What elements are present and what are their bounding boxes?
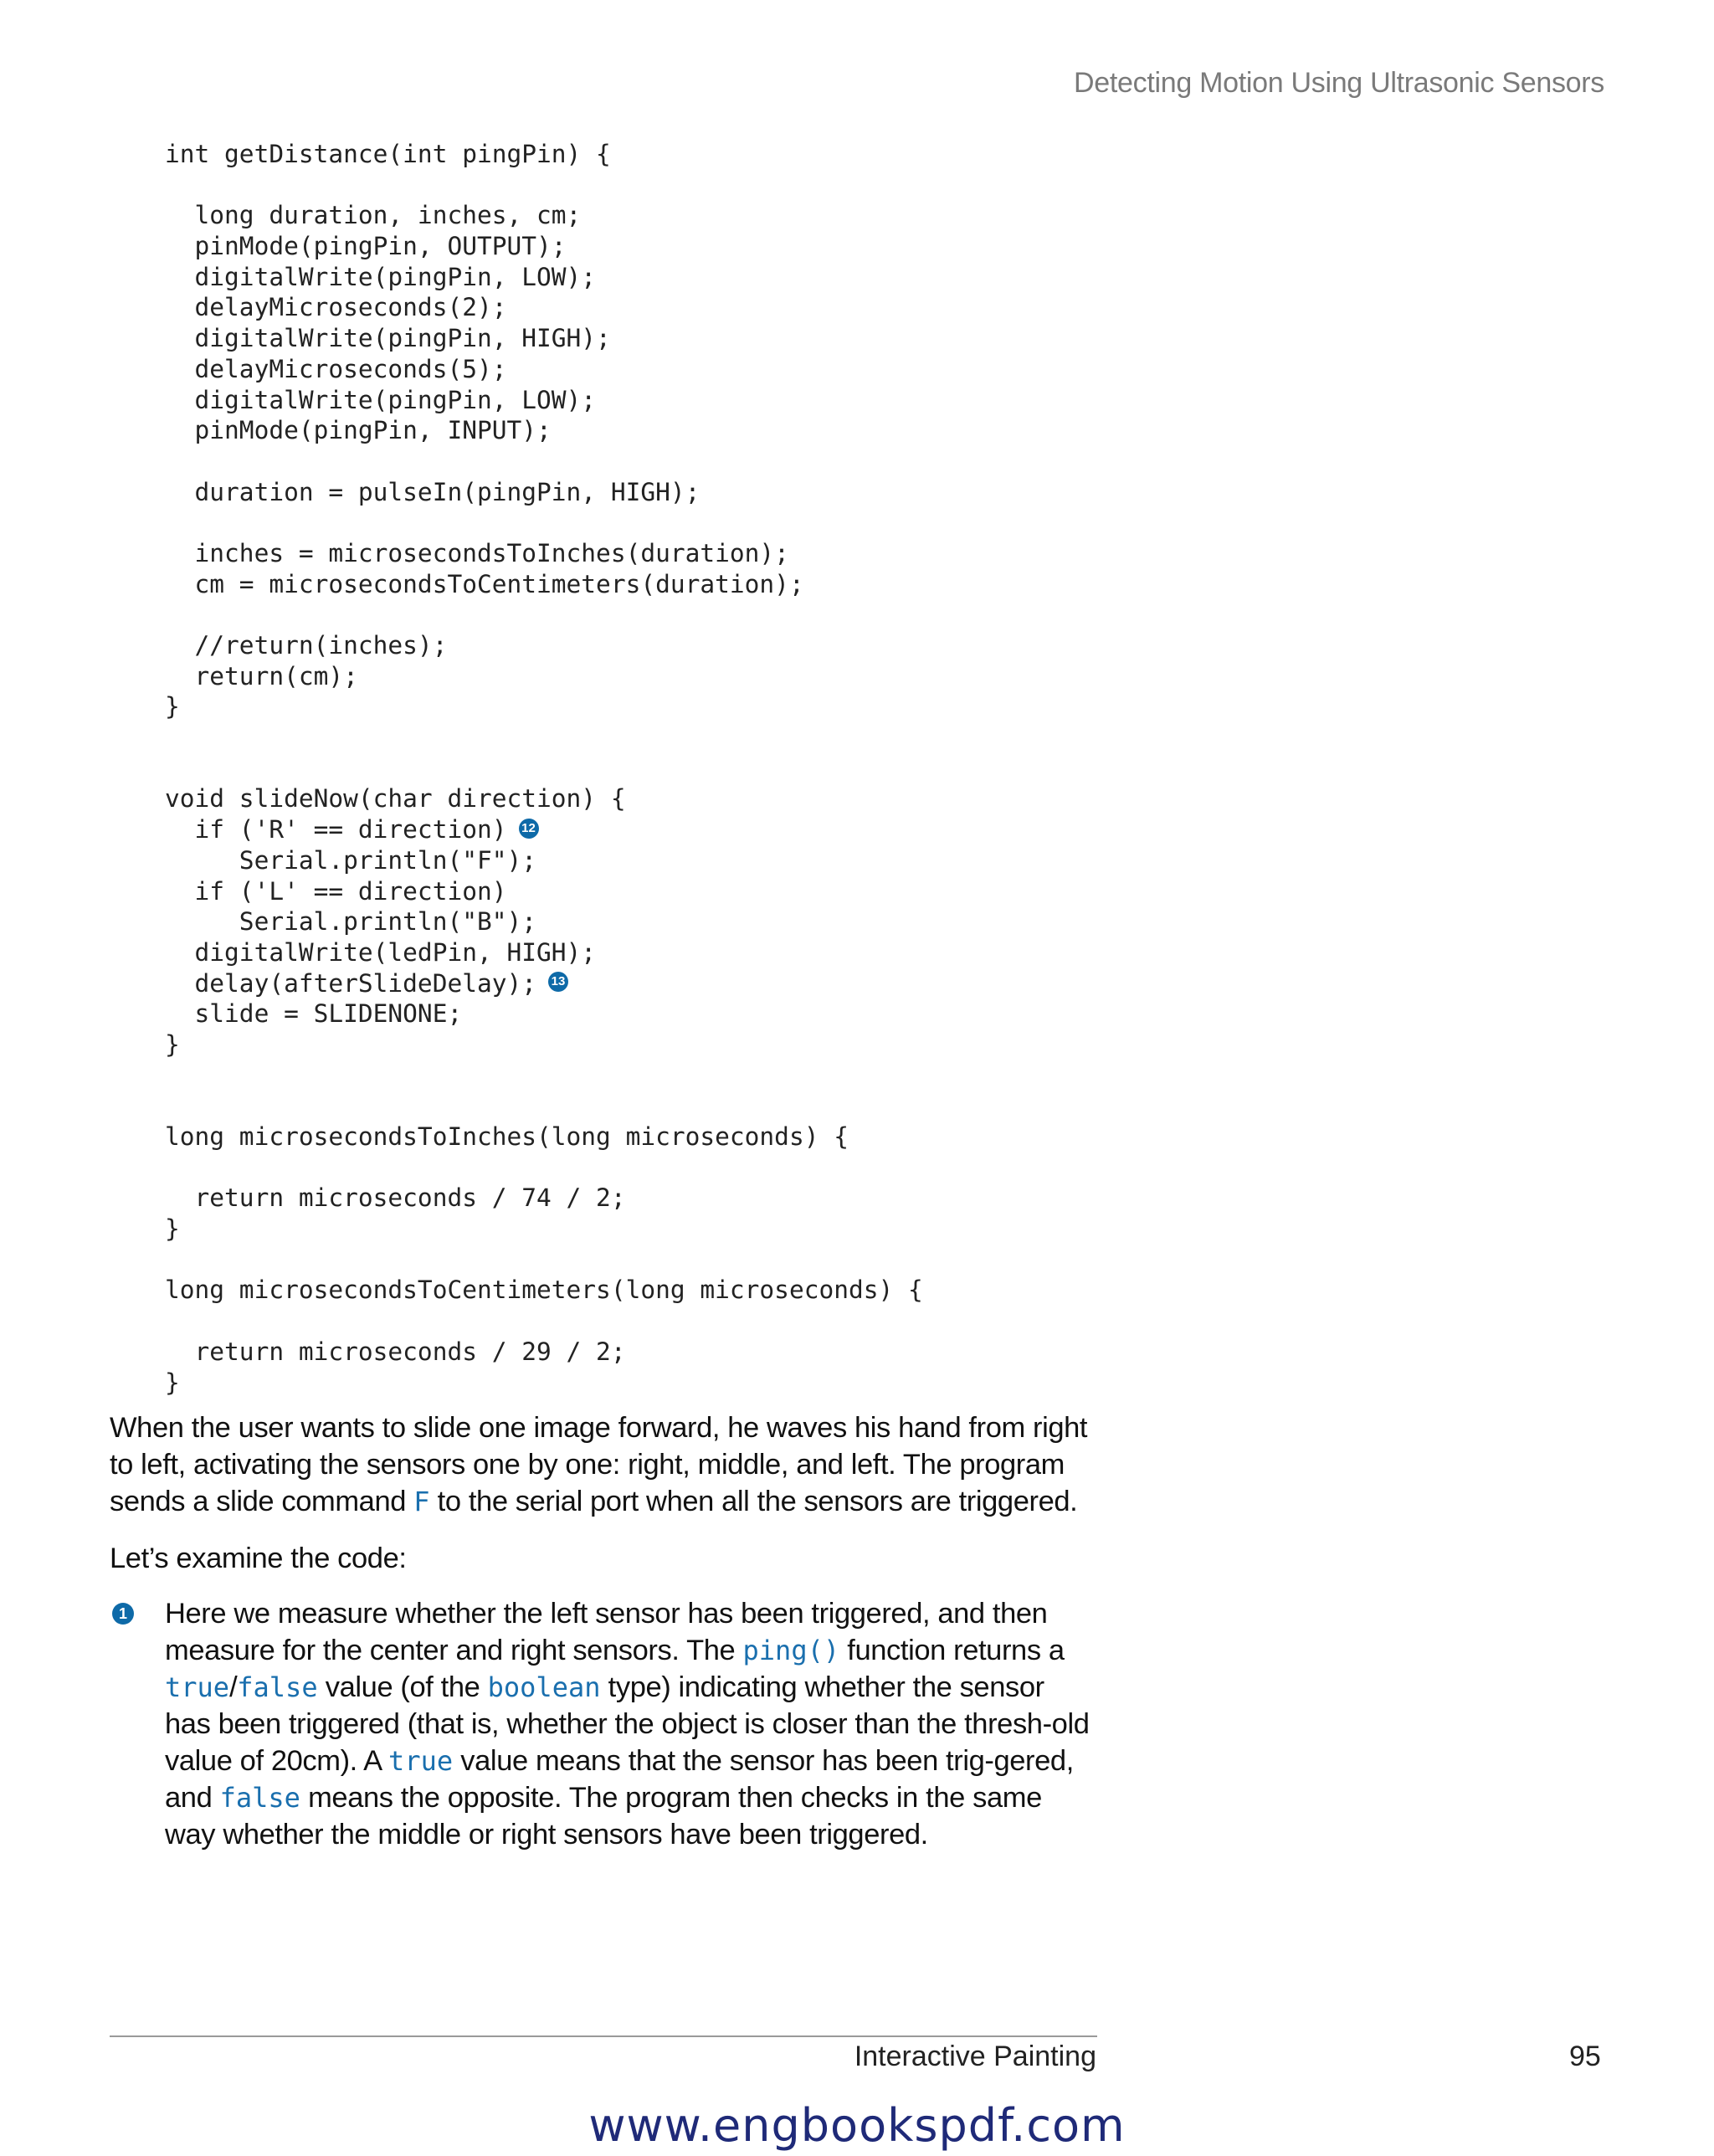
code-line-text: long microsecondsToInches(long microseconds) { — [165, 1122, 849, 1151]
code-line-text: pinMode(pingPin, OUTPUT); — [165, 232, 567, 261]
code-line-text: delayMicroseconds(5); — [165, 354, 507, 383]
code-line-text: } — [165, 692, 180, 721]
inline-code: true — [165, 1671, 230, 1703]
code-line — [165, 722, 923, 753]
inline-code: false — [219, 1782, 300, 1814]
code-line — [165, 1337, 923, 1368]
code-line — [165, 814, 923, 845]
explanation-text-part: value means that the sensor has been trig-gered, and — [165, 1745, 1074, 1814]
code-line — [165, 323, 923, 354]
code-line — [165, 385, 923, 416]
explanation-text — [165, 1595, 1097, 1853]
code-line — [165, 845, 923, 876]
code-line — [165, 1245, 923, 1276]
code-line-text: void slideNow(char direction) { — [165, 784, 626, 814]
code-line — [165, 998, 923, 1029]
code-line-text: long duration, inches, cm; — [165, 201, 582, 230]
code-line — [165, 937, 923, 968]
code-line-text: pinMode(pingPin, INPUT); — [165, 416, 552, 445]
code-line — [165, 876, 923, 907]
explanation-text-part: value (of the — [317, 1671, 488, 1703]
code-line-text: return microseconds / 29 / 2; — [165, 1337, 626, 1366]
explanation-text-part: Here we measure whether the left sensor has been triggered, and then measure for the center and right sensors. The — [165, 1598, 1048, 1666]
code-line — [165, 661, 923, 692]
paragraph-examine-code: Let’s examine the code: — [110, 1543, 407, 1574]
code-line-text — [165, 1061, 180, 1090]
code-line-text — [165, 171, 180, 199]
code-line — [165, 906, 923, 937]
code-line-text — [165, 1091, 180, 1120]
code-line — [165, 200, 923, 231]
code-line — [165, 415, 923, 446]
code-callout-icon: 13 — [548, 972, 568, 992]
code-line — [165, 231, 923, 262]
code-line-text — [165, 1306, 180, 1335]
code-line — [165, 1275, 923, 1306]
code-line — [165, 630, 923, 661]
code-line-text — [165, 754, 180, 783]
inline-code: ping() — [742, 1635, 840, 1666]
explanation-text-part: type) indicating whether the sensor has been triggered (that is, whether the object is closer than the thresh-old value of 20cm). A — [165, 1671, 1090, 1777]
code-line-text — [165, 723, 180, 752]
code-line — [165, 1152, 923, 1183]
code-line — [165, 691, 923, 722]
code-listing — [165, 139, 923, 1398]
code-line — [165, 262, 923, 293]
code-line — [165, 1306, 923, 1337]
code-line-text: cm = microsecondsToCentimeters(duration); — [165, 569, 804, 598]
code-line-text — [165, 600, 180, 629]
footer-divider — [110, 2035, 1097, 2037]
inline-code: true — [388, 1745, 454, 1777]
code-line — [165, 753, 923, 784]
paragraph-text: to the serial port when all the sensors are triggered. — [429, 1486, 1078, 1517]
code-line — [165, 569, 923, 600]
code-line — [165, 968, 923, 999]
code-line — [165, 1183, 923, 1214]
inline-code: F — [413, 1486, 430, 1517]
explanation-text-part: means the opposite. The program then checks in the same way whether the middle or right sensors have been triggered. — [165, 1782, 1042, 1851]
code-line-text: long microsecondsToCentimeters(long microseconds) { — [165, 1276, 923, 1305]
code-line-text: digitalWrite(ledPin, HIGH); — [165, 937, 597, 967]
code-line-text: Serial.println("B"); — [165, 907, 537, 937]
explanation-text-part: / — [229, 1671, 238, 1703]
code-line — [165, 292, 923, 323]
code-line — [165, 507, 923, 538]
code-line-text: digitalWrite(pingPin, LOW); — [165, 262, 597, 291]
code-line — [165, 1060, 923, 1091]
code-line-text: inches = microsecondsToInches(duration); — [165, 538, 789, 567]
code-line — [165, 783, 923, 814]
code-line-text: Serial.println("F"); — [165, 845, 537, 875]
code-line-text: digitalWrite(pingPin, LOW); — [165, 385, 597, 414]
code-line-text: } — [165, 1029, 180, 1059]
page-number: 95 — [1569, 2041, 1601, 2072]
code-line-text: //return(inches); — [165, 631, 448, 660]
code-line-text: delay(afterSlideDelay); — [165, 968, 537, 998]
code-line — [165, 1214, 923, 1245]
watermark-url[interactable]: www.engbookspdf.com — [588, 2099, 1126, 2152]
code-line-text: duration = pulseIn(pingPin, HIGH); — [165, 477, 700, 506]
code-line-text: digitalWrite(pingPin, HIGH); — [165, 324, 611, 353]
code-line — [165, 354, 923, 385]
running-head: Detecting Motion Using Ultrasonic Sensors — [1074, 67, 1604, 99]
code-line — [165, 170, 923, 201]
code-line-text — [165, 508, 180, 536]
paragraph-text: When the user wants to slide one image forward, he waves his hand from right to left, activating the sensors one by one: right, middle, and left. The program sends a slide command — [110, 1412, 1088, 1517]
code-line-text: } — [165, 1368, 180, 1397]
code-line-text: return(cm); — [165, 661, 358, 690]
code-callout-icon: 12 — [519, 819, 539, 839]
code-line — [165, 1122, 923, 1152]
code-line — [165, 1368, 923, 1399]
code-line — [165, 599, 923, 630]
code-line-text: return microseconds / 74 / 2; — [165, 1183, 626, 1213]
code-line — [165, 1091, 923, 1122]
code-line — [165, 477, 923, 508]
code-line-text — [165, 1245, 180, 1274]
inline-code: boolean — [487, 1671, 601, 1703]
code-line-text: delayMicroseconds(2); — [165, 293, 507, 322]
footer-chapter-title: Interactive Painting — [854, 2041, 1096, 2072]
code-line-text: int getDistance(int pingPin) { — [165, 140, 611, 168]
code-line — [165, 139, 923, 170]
code-line-text: if ('L' == direction) — [165, 876, 507, 906]
paragraph-slide-forward — [110, 1409, 1097, 1520]
code-line-text: slide = SLIDENONE; — [165, 999, 463, 1029]
inline-code: false — [237, 1671, 318, 1703]
callout-number-icon: 1 — [112, 1603, 134, 1625]
code-line — [165, 538, 923, 569]
code-line — [165, 446, 923, 477]
code-line-text — [165, 447, 180, 475]
code-line-text: if ('R' == direction) — [165, 815, 507, 844]
code-line-text: } — [165, 1214, 180, 1244]
code-line-text — [165, 1153, 180, 1182]
code-line — [165, 1029, 923, 1060]
explanation-text-part: function returns a — [839, 1635, 1065, 1666]
